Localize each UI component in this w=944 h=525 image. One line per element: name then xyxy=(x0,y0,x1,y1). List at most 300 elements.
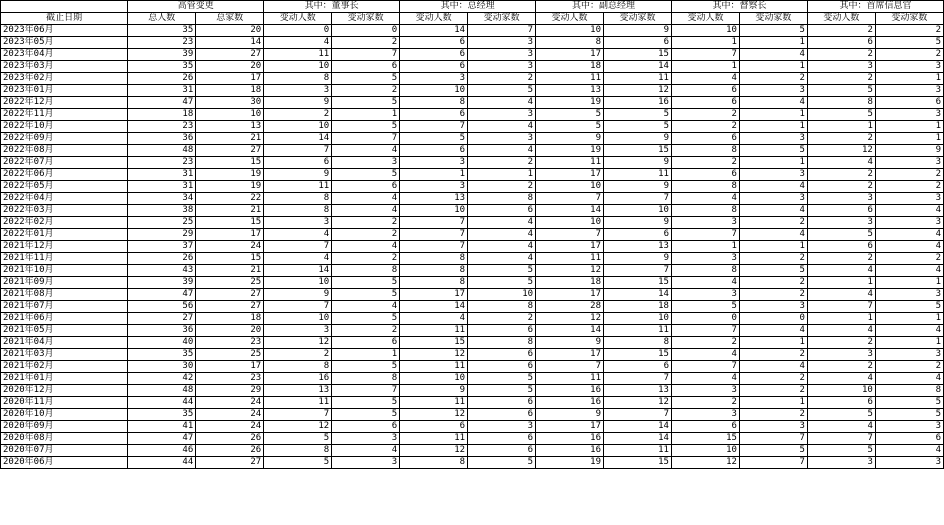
value-cell[interactable]: 44 xyxy=(128,397,196,409)
value-cell[interactable]: 8 xyxy=(671,265,739,277)
value-cell[interactable]: 21 xyxy=(196,205,264,217)
value-cell[interactable]: 3 xyxy=(332,457,400,469)
sub-header-cell[interactable]: 变动人数 xyxy=(264,13,332,25)
value-cell[interactable]: 2 xyxy=(875,181,943,193)
value-cell[interactable]: 20 xyxy=(196,61,264,73)
value-cell[interactable]: 24 xyxy=(196,241,264,253)
value-cell[interactable]: 5 xyxy=(468,457,536,469)
date-cell[interactable]: 2020年11月 xyxy=(1,397,128,409)
value-cell[interactable]: 6 xyxy=(671,97,739,109)
value-cell[interactable]: 3 xyxy=(264,85,332,97)
value-cell[interactable]: 35 xyxy=(128,349,196,361)
value-cell[interactable]: 5 xyxy=(604,121,672,133)
value-cell[interactable]: 10 xyxy=(671,445,739,457)
value-cell[interactable]: 5 xyxy=(739,265,807,277)
value-cell[interactable]: 0 xyxy=(332,25,400,37)
value-cell[interactable]: 5 xyxy=(332,277,400,289)
value-cell[interactable]: 13 xyxy=(400,193,468,205)
value-cell[interactable]: 4 xyxy=(468,121,536,133)
value-cell[interactable]: 1 xyxy=(739,61,807,73)
value-cell[interactable]: 12 xyxy=(604,397,672,409)
value-cell[interactable]: 5 xyxy=(332,289,400,301)
group-header-general-manager[interactable]: 其中：总经理 xyxy=(400,1,536,13)
value-cell[interactable]: 1 xyxy=(807,313,875,325)
value-cell[interactable]: 5 xyxy=(807,85,875,97)
value-cell[interactable]: 12 xyxy=(604,85,672,97)
value-cell[interactable]: 19 xyxy=(536,145,604,157)
value-cell[interactable]: 17 xyxy=(536,349,604,361)
value-cell[interactable]: 5 xyxy=(739,25,807,37)
value-cell[interactable]: 14 xyxy=(400,25,468,37)
value-cell[interactable]: 9 xyxy=(264,289,332,301)
value-cell[interactable]: 2 xyxy=(671,337,739,349)
value-cell[interactable]: 2 xyxy=(807,49,875,61)
value-cell[interactable]: 8 xyxy=(604,337,672,349)
value-cell[interactable]: 4 xyxy=(671,277,739,289)
value-cell[interactable]: 4 xyxy=(875,325,943,337)
value-cell[interactable]: 7 xyxy=(536,229,604,241)
value-cell[interactable]: 6 xyxy=(807,205,875,217)
value-cell[interactable]: 9 xyxy=(604,181,672,193)
value-cell[interactable]: 5 xyxy=(332,73,400,85)
value-cell[interactable]: 11 xyxy=(536,73,604,85)
value-cell[interactable]: 2 xyxy=(264,109,332,121)
value-cell[interactable]: 4 xyxy=(807,265,875,277)
value-cell[interactable]: 5 xyxy=(875,409,943,421)
value-cell[interactable]: 20 xyxy=(196,25,264,37)
date-cell[interactable]: 2022年09月 xyxy=(1,133,128,145)
date-cell[interactable]: 2022年07月 xyxy=(1,157,128,169)
value-cell[interactable]: 6 xyxy=(468,361,536,373)
value-cell[interactable]: 30 xyxy=(196,97,264,109)
value-cell[interactable]: 16 xyxy=(604,97,672,109)
value-cell[interactable]: 6 xyxy=(604,361,672,373)
value-cell[interactable]: 10 xyxy=(604,205,672,217)
value-cell[interactable]: 8 xyxy=(264,205,332,217)
date-cell[interactable]: 2023年04月 xyxy=(1,49,128,61)
value-cell[interactable]: 35 xyxy=(128,25,196,37)
value-cell[interactable]: 7 xyxy=(739,457,807,469)
value-cell[interactable]: 19 xyxy=(536,97,604,109)
date-cell[interactable]: 2022年08月 xyxy=(1,145,128,157)
value-cell[interactable]: 3 xyxy=(739,169,807,181)
sub-header-cell[interactable]: 变动人数 xyxy=(807,13,875,25)
value-cell[interactable]: 10 xyxy=(196,109,264,121)
value-cell[interactable]: 11 xyxy=(536,157,604,169)
value-cell[interactable]: 44 xyxy=(128,457,196,469)
value-cell[interactable]: 12 xyxy=(264,421,332,433)
value-cell[interactable]: 14 xyxy=(536,325,604,337)
value-cell[interactable]: 27 xyxy=(196,289,264,301)
value-cell[interactable]: 8 xyxy=(264,445,332,457)
value-cell[interactable]: 11 xyxy=(604,445,672,457)
value-cell[interactable]: 17 xyxy=(196,229,264,241)
value-cell[interactable]: 17 xyxy=(196,73,264,85)
value-cell[interactable]: 13 xyxy=(604,241,672,253)
value-cell[interactable]: 7 xyxy=(671,229,739,241)
value-cell[interactable]: 8 xyxy=(264,73,332,85)
value-cell[interactable]: 16 xyxy=(536,397,604,409)
value-cell[interactable]: 3 xyxy=(400,157,468,169)
value-cell[interactable]: 9 xyxy=(604,133,672,145)
value-cell[interactable]: 1 xyxy=(875,133,943,145)
value-cell[interactable]: 17 xyxy=(536,49,604,61)
value-cell[interactable]: 2 xyxy=(332,229,400,241)
sub-header-cell[interactable]: 总家数 xyxy=(196,13,264,25)
value-cell[interactable]: 3 xyxy=(468,61,536,73)
value-cell[interactable]: 5 xyxy=(264,433,332,445)
value-cell[interactable]: 2 xyxy=(468,157,536,169)
value-cell[interactable]: 6 xyxy=(468,205,536,217)
value-cell[interactable]: 6 xyxy=(807,397,875,409)
value-cell[interactable]: 6 xyxy=(400,37,468,49)
value-cell[interactable]: 8 xyxy=(671,181,739,193)
value-cell[interactable]: 1 xyxy=(739,109,807,121)
date-cell[interactable]: 2021年12月 xyxy=(1,241,128,253)
date-cell[interactable]: 2022年04月 xyxy=(1,193,128,205)
value-cell[interactable]: 17 xyxy=(536,169,604,181)
value-cell[interactable]: 18 xyxy=(128,109,196,121)
value-cell[interactable]: 7 xyxy=(671,325,739,337)
value-cell[interactable]: 3 xyxy=(875,217,943,229)
value-cell[interactable]: 4 xyxy=(739,325,807,337)
value-cell[interactable]: 7 xyxy=(604,193,672,205)
value-cell[interactable]: 2 xyxy=(671,121,739,133)
value-cell[interactable]: 7 xyxy=(536,361,604,373)
value-cell[interactable]: 10 xyxy=(536,217,604,229)
value-cell[interactable]: 11 xyxy=(400,433,468,445)
value-cell[interactable]: 4 xyxy=(875,373,943,385)
value-cell[interactable]: 46 xyxy=(128,445,196,457)
value-cell[interactable]: 0 xyxy=(264,25,332,37)
value-cell[interactable]: 7 xyxy=(332,133,400,145)
value-cell[interactable]: 3 xyxy=(739,301,807,313)
value-cell[interactable]: 4 xyxy=(468,229,536,241)
value-cell[interactable]: 15 xyxy=(604,145,672,157)
value-cell[interactable]: 15 xyxy=(196,157,264,169)
value-cell[interactable]: 4 xyxy=(807,157,875,169)
value-cell[interactable]: 2 xyxy=(807,25,875,37)
value-cell[interactable]: 3 xyxy=(807,193,875,205)
value-cell[interactable]: 7 xyxy=(671,49,739,61)
value-cell[interactable]: 1 xyxy=(875,73,943,85)
value-cell[interactable]: 4 xyxy=(807,421,875,433)
value-cell[interactable]: 4 xyxy=(332,145,400,157)
value-cell[interactable]: 5 xyxy=(332,169,400,181)
value-cell[interactable]: 12 xyxy=(400,445,468,457)
value-cell[interactable]: 19 xyxy=(196,181,264,193)
value-cell[interactable]: 5 xyxy=(807,229,875,241)
value-cell[interactable]: 6 xyxy=(468,409,536,421)
value-cell[interactable]: 6 xyxy=(264,157,332,169)
value-cell[interactable]: 20 xyxy=(196,325,264,337)
value-cell[interactable]: 12 xyxy=(264,337,332,349)
value-cell[interactable]: 8 xyxy=(400,277,468,289)
value-cell[interactable]: 2 xyxy=(739,277,807,289)
value-cell[interactable]: 3 xyxy=(739,421,807,433)
value-cell[interactable]: 8 xyxy=(875,385,943,397)
value-cell[interactable]: 1 xyxy=(739,337,807,349)
sub-header-cell[interactable]: 变动家数 xyxy=(875,13,943,25)
value-cell[interactable]: 5 xyxy=(468,265,536,277)
value-cell[interactable]: 3 xyxy=(875,61,943,73)
sub-header-cell[interactable]: 变动家数 xyxy=(468,13,536,25)
value-cell[interactable]: 12 xyxy=(400,349,468,361)
value-cell[interactable]: 3 xyxy=(468,133,536,145)
value-cell[interactable]: 5 xyxy=(875,397,943,409)
value-cell[interactable]: 8 xyxy=(332,373,400,385)
value-cell[interactable]: 2 xyxy=(332,325,400,337)
value-cell[interactable]: 4 xyxy=(400,313,468,325)
date-cell[interactable]: 2023年05月 xyxy=(1,37,128,49)
value-cell[interactable]: 48 xyxy=(128,145,196,157)
value-cell[interactable]: 27 xyxy=(196,145,264,157)
value-cell[interactable]: 1 xyxy=(739,397,807,409)
value-cell[interactable]: 16 xyxy=(264,373,332,385)
value-cell[interactable]: 12 xyxy=(400,409,468,421)
value-cell[interactable]: 6 xyxy=(875,97,943,109)
value-cell[interactable]: 9 xyxy=(604,217,672,229)
value-cell[interactable]: 3 xyxy=(468,421,536,433)
value-cell[interactable]: 5 xyxy=(264,457,332,469)
value-cell[interactable]: 1 xyxy=(875,121,943,133)
value-cell[interactable]: 6 xyxy=(807,37,875,49)
date-cell[interactable]: 2021年10月 xyxy=(1,265,128,277)
value-cell[interactable]: 4 xyxy=(875,445,943,457)
value-cell[interactable]: 1 xyxy=(671,61,739,73)
value-cell[interactable]: 5 xyxy=(807,109,875,121)
date-cell[interactable]: 2021年06月 xyxy=(1,313,128,325)
value-cell[interactable]: 4 xyxy=(264,37,332,49)
value-cell[interactable]: 15 xyxy=(604,457,672,469)
value-cell[interactable]: 1 xyxy=(739,157,807,169)
value-cell[interactable]: 5 xyxy=(468,277,536,289)
value-cell[interactable]: 4 xyxy=(671,73,739,85)
value-cell[interactable]: 8 xyxy=(807,97,875,109)
value-cell[interactable]: 34 xyxy=(128,193,196,205)
value-cell[interactable]: 2 xyxy=(807,181,875,193)
value-cell[interactable]: 25 xyxy=(128,217,196,229)
value-cell[interactable]: 0 xyxy=(739,313,807,325)
value-cell[interactable]: 27 xyxy=(128,313,196,325)
value-cell[interactable]: 2 xyxy=(332,37,400,49)
value-cell[interactable]: 26 xyxy=(196,445,264,457)
value-cell[interactable]: 1 xyxy=(807,121,875,133)
value-cell[interactable]: 2 xyxy=(671,397,739,409)
value-cell[interactable]: 7 xyxy=(604,409,672,421)
value-cell[interactable]: 6 xyxy=(332,421,400,433)
value-cell[interactable]: 4 xyxy=(468,217,536,229)
date-cell[interactable]: 2023年06月 xyxy=(1,25,128,37)
value-cell[interactable]: 4 xyxy=(739,205,807,217)
value-cell[interactable]: 11 xyxy=(264,181,332,193)
value-cell[interactable]: 3 xyxy=(332,157,400,169)
value-cell[interactable]: 9 xyxy=(264,97,332,109)
value-cell[interactable]: 4 xyxy=(332,193,400,205)
value-cell[interactable]: 6 xyxy=(671,169,739,181)
value-cell[interactable]: 9 xyxy=(875,145,943,157)
value-cell[interactable]: 7 xyxy=(536,193,604,205)
value-cell[interactable]: 1 xyxy=(400,169,468,181)
date-cell[interactable]: 2022年12月 xyxy=(1,97,128,109)
value-cell[interactable]: 2 xyxy=(807,337,875,349)
value-cell[interactable]: 5 xyxy=(807,409,875,421)
value-cell[interactable]: 18 xyxy=(604,301,672,313)
value-cell[interactable]: 2 xyxy=(739,385,807,397)
value-cell[interactable]: 1 xyxy=(875,313,943,325)
value-cell[interactable]: 28 xyxy=(536,301,604,313)
value-cell[interactable]: 3 xyxy=(739,133,807,145)
value-cell[interactable]: 17 xyxy=(536,289,604,301)
value-cell[interactable]: 4 xyxy=(739,229,807,241)
group-header-chairman[interactable]: 其中：董事长 xyxy=(264,1,400,13)
value-cell[interactable]: 14 xyxy=(536,205,604,217)
value-cell[interactable]: 9 xyxy=(604,157,672,169)
value-cell[interactable]: 2 xyxy=(807,253,875,265)
value-cell[interactable]: 8 xyxy=(468,193,536,205)
date-cell[interactable]: 2023年01月 xyxy=(1,85,128,97)
value-cell[interactable]: 6 xyxy=(400,49,468,61)
value-cell[interactable]: 9 xyxy=(536,337,604,349)
date-cell[interactable]: 2021年07月 xyxy=(1,301,128,313)
value-cell[interactable]: 9 xyxy=(536,409,604,421)
value-cell[interactable]: 6 xyxy=(604,37,672,49)
value-cell[interactable]: 56 xyxy=(128,301,196,313)
date-cell[interactable]: 2020年07月 xyxy=(1,445,128,457)
value-cell[interactable]: 6 xyxy=(400,421,468,433)
value-cell[interactable]: 14 xyxy=(400,301,468,313)
value-cell[interactable]: 10 xyxy=(400,373,468,385)
value-cell[interactable]: 11 xyxy=(264,49,332,61)
value-cell[interactable]: 3 xyxy=(671,409,739,421)
date-cell[interactable]: 2021年09月 xyxy=(1,277,128,289)
value-cell[interactable]: 3 xyxy=(671,217,739,229)
value-cell[interactable]: 15 xyxy=(604,349,672,361)
value-cell[interactable]: 2 xyxy=(807,133,875,145)
date-cell[interactable]: 2022年06月 xyxy=(1,169,128,181)
sub-header-cell[interactable]: 变动人数 xyxy=(671,13,739,25)
value-cell[interactable]: 2 xyxy=(264,349,332,361)
value-cell[interactable]: 24 xyxy=(196,421,264,433)
value-cell[interactable]: 4 xyxy=(332,445,400,457)
value-cell[interactable]: 1 xyxy=(468,169,536,181)
value-cell[interactable]: 6 xyxy=(332,337,400,349)
date-cell[interactable]: 2020年08月 xyxy=(1,433,128,445)
value-cell[interactable]: 4 xyxy=(264,253,332,265)
value-cell[interactable]: 11 xyxy=(536,253,604,265)
value-cell[interactable]: 3 xyxy=(468,109,536,121)
value-cell[interactable]: 4 xyxy=(739,181,807,193)
value-cell[interactable]: 14 xyxy=(604,433,672,445)
date-cell[interactable]: 2021年04月 xyxy=(1,337,128,349)
value-cell[interactable]: 4 xyxy=(332,205,400,217)
value-cell[interactable]: 7 xyxy=(400,241,468,253)
value-cell[interactable]: 38 xyxy=(128,205,196,217)
value-cell[interactable]: 6 xyxy=(807,241,875,253)
value-cell[interactable]: 4 xyxy=(875,205,943,217)
value-cell[interactable]: 7 xyxy=(264,241,332,253)
value-cell[interactable]: 6 xyxy=(332,61,400,73)
value-cell[interactable]: 42 xyxy=(128,373,196,385)
value-cell[interactable]: 1 xyxy=(875,277,943,289)
value-cell[interactable]: 3 xyxy=(671,253,739,265)
value-cell[interactable]: 19 xyxy=(196,169,264,181)
value-cell[interactable]: 2 xyxy=(739,253,807,265)
value-cell[interactable]: 10 xyxy=(400,205,468,217)
date-cell[interactable]: 2022年10月 xyxy=(1,121,128,133)
value-cell[interactable]: 8 xyxy=(400,97,468,109)
value-cell[interactable]: 6 xyxy=(400,109,468,121)
value-cell[interactable]: 9 xyxy=(536,133,604,145)
value-cell[interactable]: 2 xyxy=(807,73,875,85)
value-cell[interactable]: 10 xyxy=(468,289,536,301)
value-cell[interactable]: 2 xyxy=(875,25,943,37)
value-cell[interactable]: 7 xyxy=(807,301,875,313)
value-cell[interactable]: 8 xyxy=(400,265,468,277)
value-cell[interactable]: 16 xyxy=(536,433,604,445)
value-cell[interactable]: 47 xyxy=(128,433,196,445)
value-cell[interactable]: 8 xyxy=(400,457,468,469)
value-cell[interactable]: 3 xyxy=(671,385,739,397)
value-cell[interactable]: 3 xyxy=(468,37,536,49)
value-cell[interactable]: 5 xyxy=(807,445,875,457)
value-cell[interactable]: 11 xyxy=(400,325,468,337)
value-cell[interactable]: 2 xyxy=(739,373,807,385)
value-cell[interactable]: 15 xyxy=(196,253,264,265)
value-cell[interactable]: 43 xyxy=(128,265,196,277)
value-cell[interactable]: 27 xyxy=(196,301,264,313)
value-cell[interactable]: 10 xyxy=(807,385,875,397)
value-cell[interactable]: 8 xyxy=(671,205,739,217)
value-cell[interactable]: 5 xyxy=(739,445,807,457)
value-cell[interactable]: 9 xyxy=(604,25,672,37)
value-cell[interactable]: 4 xyxy=(875,229,943,241)
date-cell[interactable]: 2021年08月 xyxy=(1,289,128,301)
value-cell[interactable]: 9 xyxy=(604,253,672,265)
value-cell[interactable]: 23 xyxy=(196,337,264,349)
value-cell[interactable]: 6 xyxy=(875,433,943,445)
value-cell[interactable]: 9 xyxy=(400,385,468,397)
value-cell[interactable]: 5 xyxy=(468,385,536,397)
value-cell[interactable]: 7 xyxy=(807,433,875,445)
value-cell[interactable]: 4 xyxy=(739,97,807,109)
value-cell[interactable]: 10 xyxy=(264,61,332,73)
value-cell[interactable]: 2 xyxy=(807,361,875,373)
value-cell[interactable]: 1 xyxy=(739,241,807,253)
value-cell[interactable]: 17 xyxy=(196,361,264,373)
value-cell[interactable]: 4 xyxy=(671,349,739,361)
value-cell[interactable]: 47 xyxy=(128,97,196,109)
value-cell[interactable]: 10 xyxy=(264,121,332,133)
value-cell[interactable]: 3 xyxy=(875,421,943,433)
value-cell[interactable]: 5 xyxy=(604,109,672,121)
value-cell[interactable]: 3 xyxy=(739,193,807,205)
value-cell[interactable]: 10 xyxy=(604,313,672,325)
value-cell[interactable]: 22 xyxy=(196,193,264,205)
value-cell[interactable]: 6 xyxy=(468,433,536,445)
value-cell[interactable]: 13 xyxy=(536,85,604,97)
value-cell[interactable]: 13 xyxy=(264,385,332,397)
value-cell[interactable]: 15 xyxy=(604,277,672,289)
value-cell[interactable]: 48 xyxy=(128,385,196,397)
value-cell[interactable]: 3 xyxy=(671,289,739,301)
value-cell[interactable]: 7 xyxy=(671,361,739,373)
value-cell[interactable]: 2 xyxy=(468,313,536,325)
value-cell[interactable]: 7 xyxy=(604,373,672,385)
value-cell[interactable]: 5 xyxy=(875,301,943,313)
value-cell[interactable]: 7 xyxy=(264,145,332,157)
value-cell[interactable]: 23 xyxy=(128,121,196,133)
